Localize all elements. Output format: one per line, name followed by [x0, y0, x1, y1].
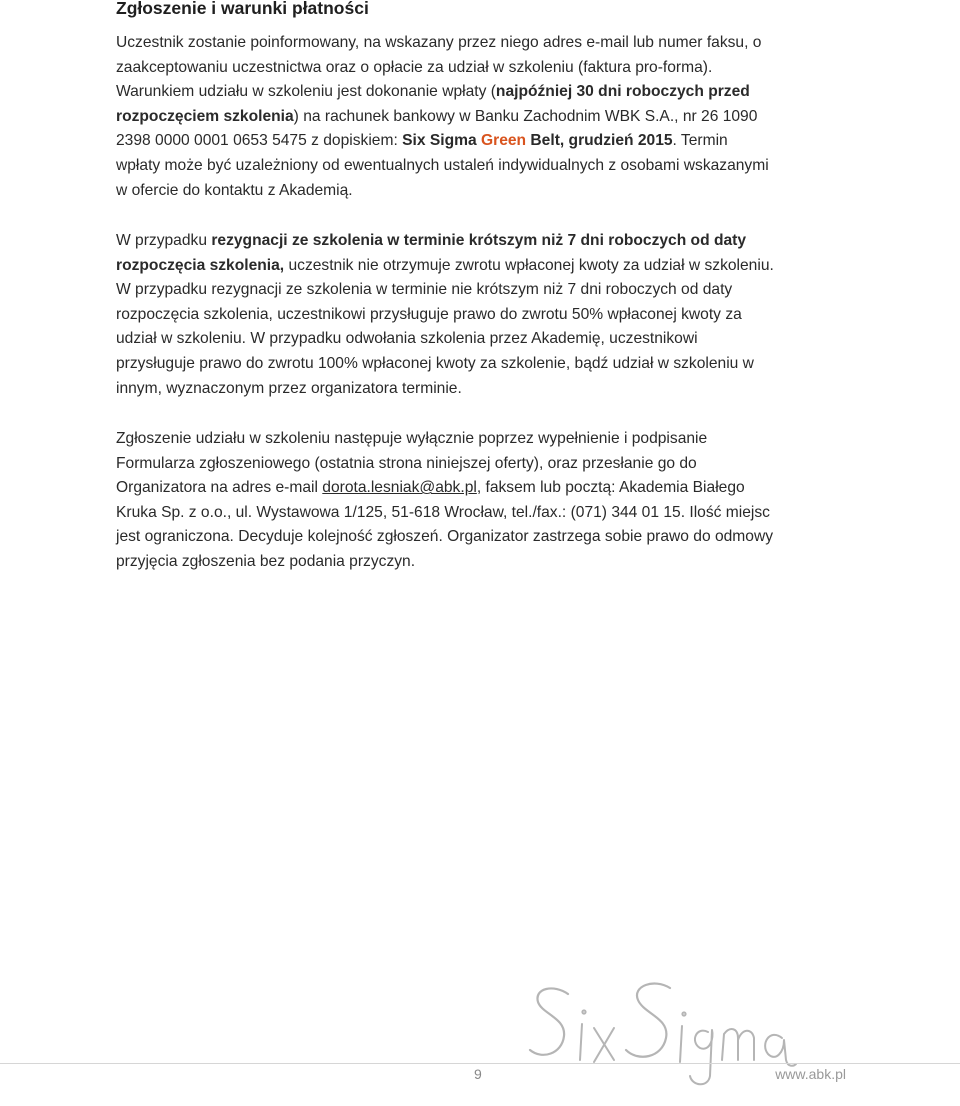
- deadline-emphasis: najpóźniej 30 dni roboczych przed rozpoczęciem szkolenia: [116, 83, 750, 125]
- reference-emphasis: Six Sigma: [402, 132, 477, 150]
- cancellation-emphasis: rezygnacji ze szkolenia w terminie krótszym niż 7 dni roboczych od daty rozpoczęcia szkolenia,: [116, 232, 747, 274]
- text-run: Zgłoszenie udziału w szkoleniu następuje wyłącznie poprzez wypełnienie i podpisanie Formularza zgłoszeniowego (ostatnia strona niniejszej oferty), oraz przesłanie go do Organizatora na adres e-mail: [116, 430, 708, 497]
- page-number: 9: [474, 1066, 482, 1082]
- text-run: . Termin wpłaty może być uzależniony od ewentualnych ustaleń indywidualnych z osobami wskazanymi w ofercie do kontaktu z Akademią.: [116, 132, 769, 199]
- cancellation-paragraph: [116, 229, 776, 401]
- registration-paragraph: [116, 427, 776, 575]
- green-word: Green: [481, 132, 527, 150]
- footer-divider: [0, 1063, 960, 1064]
- email-link[interactable]: dorota.lesniak@abk.pl: [322, 479, 477, 497]
- text-run: , faksem lub pocztą: Akademia Białego Kruka Sp. z o.o., ul. Wystawowa 1/125, 51-618 Wrocław, tel./fax.: (071) 344 01 15. Ilość miejsc jest ograniczona. Decyduje kolejność zgłoszeń. Organizator zastrzega sobie prawo do odmowy przyjęcia zgłoszenia bez podania przyczyn.: [116, 479, 774, 570]
- text-run: ) na rachunek bankowy w Banku Zachodnim WBK S.A., nr 26 1090 2398 0000 0001 0653 5475 z dopiskiem:: [116, 107, 758, 150]
- payment-terms-paragraph: [116, 31, 776, 203]
- text-run: Uczestnik zostanie poinformowany, na wskazany przez niego adres e-mail lub numer faksu, o zaakceptowaniu uczestnictwa oraz o opłacie za udział w szkoleniu (faktura pro-forma). Warunkiem udziału w szkoleniu jest dokonanie wpłaty (: [116, 34, 762, 101]
- section-heading: Zgłoszenie i warunki płatności: [116, 0, 369, 18]
- reference-emphasis-date: Belt, grudzień 2015: [530, 132, 673, 150]
- text-run: uczestnik nie otrzymuje zwrotu wpłaconej kwoty za udział w szkoleniu. W przypadku rezygnacji ze szkolenia w terminie nie krótszym niż 7 dni roboczych od daty rozpoczęcia szkolenia, uczestnikowi przysługuje prawo do zwrotu 50% wpłaconej kwoty za udział w szkoleniu. W przypadku odwołania szkolenia przez Akademię, uczestnikowi przysługuje prawo do zwrotu 100% wpłaconej kwoty za szkolenie, bądź udział w szkoleniu w innym, wyznaczonym przez organizatora terminie.: [116, 256, 774, 397]
- text-run: W przypadku: [116, 232, 212, 249]
- footer-website[interactable]: www.abk.pl: [775, 1066, 846, 1082]
